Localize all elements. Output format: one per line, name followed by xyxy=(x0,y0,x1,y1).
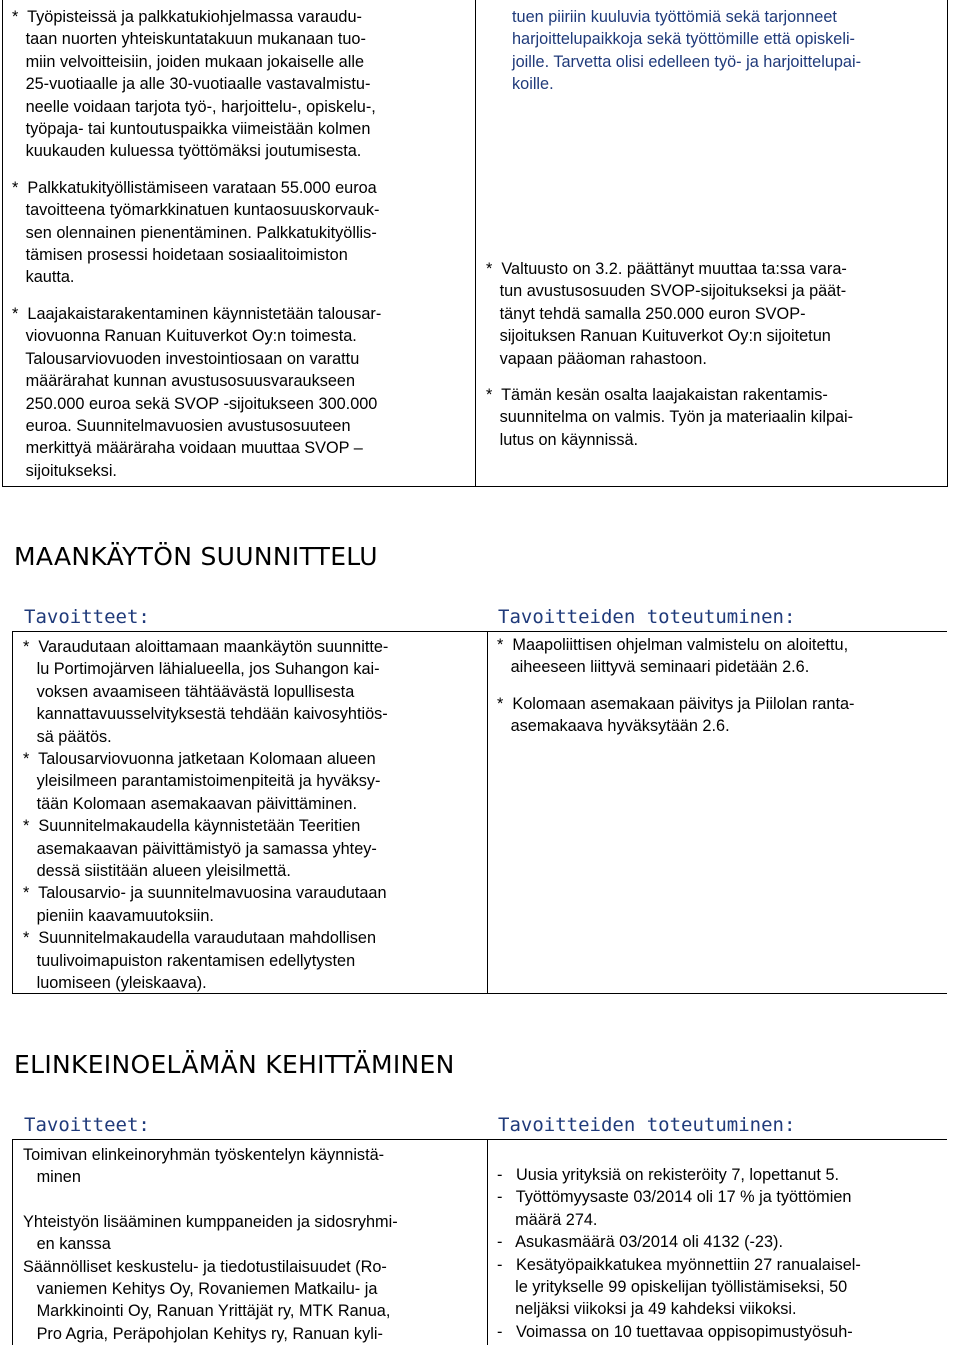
maankaytto-left-edge xyxy=(12,631,13,993)
bullet-valtuusto: * Valtuusto on 3.2. päättänyt muuttaa ta:ssa vara- tun avustusosuuden SVOP-sijoitukseksi ja päät- tänyt tehdä samalla 250.000 euron SVOP- sijoituksen Ranuan Kuituverkot Oy:n sijoitetun vapaan pääoman rahastoon. xyxy=(486,260,847,368)
bullet-rakentamissuunnitelma: * Tämän kesän osalta laajakaistan rakentamis- suunnitelma on valmis. Työn ja materiaalin kilpai- lutus on käynnissä. xyxy=(486,386,854,449)
top-left-box xyxy=(2,0,476,487)
elinkeino-goals-heading: Tavoitteet: xyxy=(24,1114,150,1136)
result-kolomaan-asemakaava: * Kolomaan asemakaan päivitys ja Piilolan ranta- asemakaava hyväksytään 2.6. xyxy=(497,694,855,736)
maankaytto-results-heading: Tavoitteiden toteutuminen: xyxy=(498,606,796,628)
maankaytto-top-rule xyxy=(12,631,947,632)
result-maapoliittinen-ohjelma: * Maapoliittisen ohjelman valmistelu on aloitettu, aiheeseen liittyvä seminaari pidetään 2.6. xyxy=(497,636,849,677)
maankaytto-goals-heading: Tavoitteet: xyxy=(24,606,150,628)
elinkeino-divider xyxy=(487,1139,488,1345)
goal-tiedotustilaisuudet: Säännölliset keskustelu- ja tiedotustilaisuudet (Ro- vaniemen Kehitys Oy, Rovaniemen Matkailu- ja Markkinointi Oy, Ranuan Yrittäjät ry, MTK Ranua, Pro Agria, Peräpohjolan Kehitys ry, Ranuan kyli- xyxy=(23,1257,391,1343)
goal-elinkeinoryhma: Toimivan elinkeinoryhmän työskentelyn käynnistä- minen xyxy=(23,1146,385,1187)
top-right-box xyxy=(475,0,948,487)
section-title-elinkeino: ELINKEINOELÄMÄN KEHITTÄMINEN xyxy=(14,1050,455,1079)
goal-yhteistyo: Yhteistyön lisääminen kumppaneiden ja sidosryhmi- en kanssa xyxy=(23,1212,398,1254)
maankaytto-goals-list: * Varaudutaan aloittamaan maankäytön suunnitte- lu Portimojärven lähialueella, jos Suhangon kai- voksen avaamiseen tähtäävästä lopullisesta kannattavuusselvityksestä tehdään kaivosyhtiös- sä päätös. * Talousarviovuonna jatketaan Kolomaan alueen yleisilmeen parantamistoimenpiteitä ja hyväksy- tään Kolomaan asemakaavan päivittäminen. * Suunnitelmakaudella käynnistetään Teeritien asemakaavan päivittämistyö ja samassa yhtey- dessä siistitään alueen yleisilmettä. * Talousarvio- ja suunnitelmavuosina varaudutaan pieniin kaavamuutoksiin. * Suunnitelmakaudella varaudutaan mahdollisen tuulivoimapuiston rakentamisen edellytysten luomiseen (yleiskaava). xyxy=(23,638,389,993)
bullet-laajakaista: * Laajakaistarakentaminen käynnistetään talousar- viovuonna Ranuan Kuituverkot Oy:n toimesta. Talousarviovuoden investointiosaan on varattu määrärahat kunnan avustusosuusvaraukseen 250.000 euroa sekä SVOP -sijoitukseen 300.000 euroa. Suunnitelmavuosien avustusosuuteen merkittyä määräraha voidaan muuttaa SVOP – sijoitukseksi. xyxy=(12,304,382,480)
elinkeino-results-heading: Tavoitteiden toteutuminen: xyxy=(498,1114,796,1136)
bullet-nuorisotakuu: * Työpisteissä ja palkkatukiohjelmassa varaudu- taan nuorten yhteiskuntatakuun mukanaan tuo- miin velvoitteisiin, joiden mukaan jokaiselle alle 25-vuotiaalle ja alle 30-vuotiaalle vastavalmistu- neelle voidaan tarjota työ-, harjoittelu-, opiskelu-, työpaja- tai kuntoutuspaikka viimeistään kolmen kuukauden kuluessa työttömäksi joutumisesta. xyxy=(12,8,376,161)
section-title-maankaytto: MAANKÄYTÖN SUUNNITTELU xyxy=(14,542,378,571)
bullet-palkkatuki: * Palkkatukityöllistämiseen varataan 55.000 euroa tavoitteena työmarkkinatuen kuntaosuuskorvauk- sen olennainen pienentäminen. Palkkatukityöllis- tämisen prosessi hoidetaan sosiaalitoimiston kautta. xyxy=(12,178,380,287)
maankaytto-divider xyxy=(487,631,488,993)
tyottomat-text: tuen piiriin kuuluvia työttömiä sekä tarjonneet harjoittelupaikkoja sekä työttömille että opiskeli- joille. Tarvetta olisi edelleen työ- ja harjoittelupai- koille. xyxy=(512,8,862,94)
elinkeino-results-list: - Uusia yrityksiä on rekisteröity 7, lopettanut 5. - Työttömyysaste 03/2014 oli 17 % ja työttömien määrä 274. - Asukasmäärä 03/2014 oli 4132 (-23). - Kesätyöpaikkatukea myönnettiin 27 ranualaisel- le yritykselle 99 opiskelijan työllistämiseksi, 50 neljäksi viikoksi ja 49 kahdeksi viikoksi. - Voimassa on 10 tuettavaa oppisopimustyösuh- xyxy=(497,1166,861,1341)
elinkeino-top-rule xyxy=(12,1139,947,1140)
elinkeino-left-edge xyxy=(12,1139,13,1345)
